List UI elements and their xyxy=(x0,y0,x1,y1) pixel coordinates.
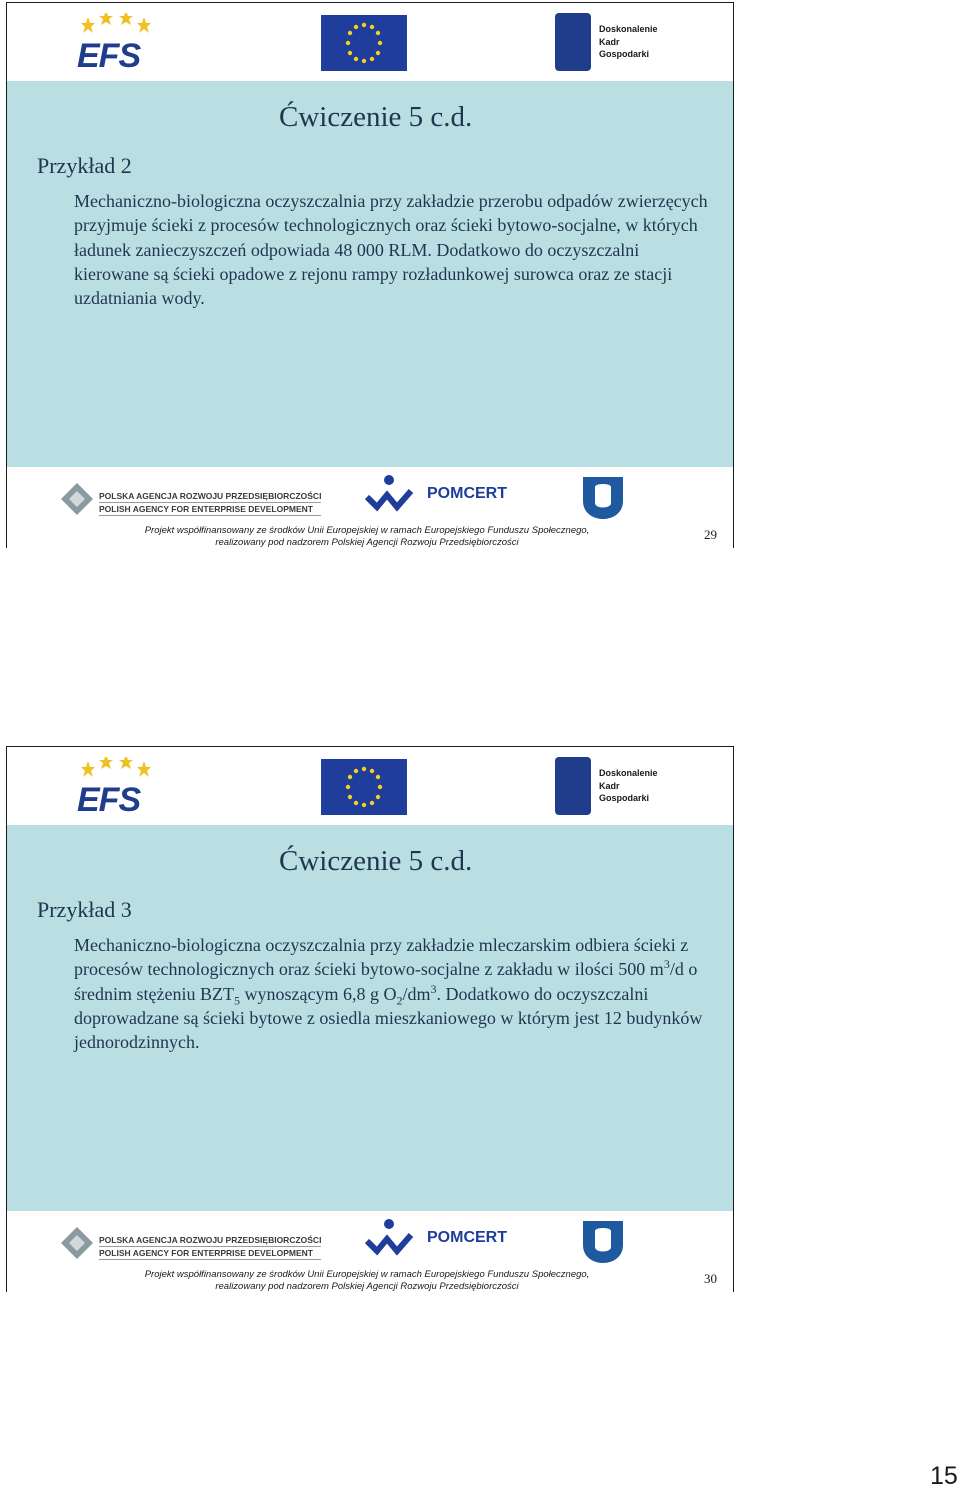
slide-footer xyxy=(7,1211,733,1293)
pomcert-logo-text: POMCERT xyxy=(427,485,507,502)
dkg-logo xyxy=(555,13,665,73)
footer-note: Projekt współfinansowany ze środków Unii Europejskiej w ramach Europejskiego Funduszu Społecznego, realizowany pod nadzorem Polskiej Agencji Rozwoju Przedsiębiorczości xyxy=(144,1269,590,1292)
slide-29 xyxy=(6,2,734,548)
dkg-mark-icon xyxy=(555,13,591,71)
logo-bar xyxy=(7,3,733,81)
parp-logo xyxy=(59,481,334,521)
parp-logo-text: POLSKA AGENCJA ROZWOJU PRZEDSIĘBIORCZOŚCI POLISH AGENCY FOR ENTERPRISE DEVELOPMENT xyxy=(99,1235,322,1258)
slide-content xyxy=(7,825,733,1211)
eu-flag xyxy=(321,15,407,71)
efs-logo xyxy=(69,757,159,819)
dkg-logo-text: Doskonalenie Kadr Gospodarki xyxy=(599,768,658,803)
pomcert-logo-text: POMCERT xyxy=(427,1229,507,1246)
slide-30 xyxy=(6,746,734,1292)
dkg-logo-text: Doskonalenie Kadr Gospodarki xyxy=(599,24,658,59)
slide-body: Mechaniczno-biologiczna oczyszczalnia przy zakładzie mleczarskim odbiera ścieki z procesów technologicznych oraz ścieki bytowo-socjalne z zakładu w ilości 500 $m^3/d$ o średnim stężeniu $BZT_5$ wynoszącym 6,8 g $O_2/dm^3$. Dodatkowo do oczyszczalni doprowadzane są ścieki bytowe z osiedla mieszkaniowego w którym jest 12 budynków jednorodzinnych. xyxy=(74,935,703,1053)
eu-flag xyxy=(321,759,407,815)
page-number: 15 xyxy=(930,1462,958,1490)
slide-number: 30 xyxy=(704,1271,717,1286)
gdansk-emblem-icon xyxy=(579,473,627,521)
parp-logo-text: POLSKA AGENCJA ROZWOJU PRZEDSIĘBIORCZOŚCI POLISH AGENCY FOR ENTERPRISE DEVELOPMENT xyxy=(99,491,322,514)
slide-title: Ćwiczenie 5 c.d. xyxy=(279,845,473,877)
star-icon xyxy=(69,13,159,39)
slide-body: Mechaniczno-biologiczna oczyszczalnia przy zakładzie przerobu odpadów zwierzęcych przyjmuje ścieki z procesów technologicznych oraz ścieki bytowo-socjalne, w których ładunek zanieczyszczeń odpowiada 48 000 RLM. Dodatkowo do oczyszczalni kierowane są ścieki opadowe z rejonu rampy rozładunkowej surowca oraz ze stacji uzdatniania wody. xyxy=(74,191,708,309)
pomcert-icon xyxy=(365,1217,413,1261)
eu-stars-icon xyxy=(321,759,407,815)
slide-title: Ćwiczenie 5 c.d. xyxy=(279,101,473,133)
dkg-logo xyxy=(555,757,665,817)
efs-logo-text: EFS xyxy=(77,781,141,819)
slide-content xyxy=(7,81,733,467)
parp-mark-icon xyxy=(59,481,95,517)
dkg-mark-icon xyxy=(555,757,591,815)
slide-subtitle: Przykład 3 xyxy=(37,897,132,922)
star-icon xyxy=(69,757,159,783)
parp-mark-icon xyxy=(59,1225,95,1261)
logo-bar xyxy=(7,747,733,825)
gdansk-emblem-icon xyxy=(579,1217,627,1265)
slide-footer xyxy=(7,467,733,549)
slide-subtitle: Przykład 2 xyxy=(37,153,132,178)
slide-number: 29 xyxy=(704,527,717,542)
efs-logo xyxy=(69,13,159,75)
eu-stars-icon xyxy=(321,15,407,71)
footer-note: Projekt współfinansowany ze środków Unii Europejskiej w ramach Europejskiego Funduszu Społecznego, realizowany pod nadzorem Polskiej Agencji Rozwoju Przedsiębiorczości xyxy=(144,525,590,548)
efs-logo-text: EFS xyxy=(77,37,141,75)
parp-logo xyxy=(59,1225,334,1265)
pomcert-icon xyxy=(365,473,413,517)
